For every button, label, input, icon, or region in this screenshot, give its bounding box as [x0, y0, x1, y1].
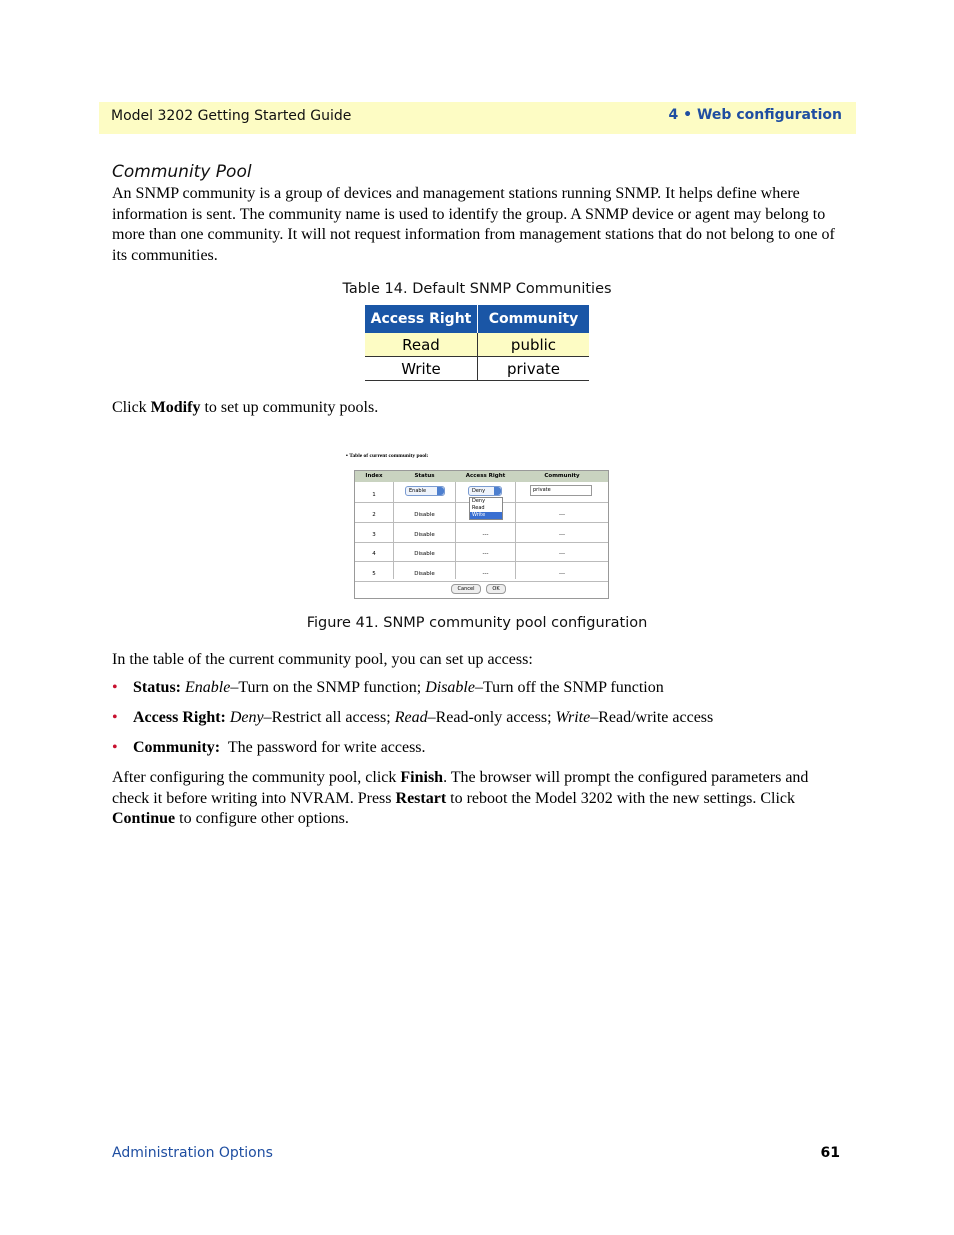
bullet-icon: • [112, 739, 118, 756]
col-community: Community [544, 473, 580, 479]
cell-access: Read [365, 333, 478, 357]
figure-title-text: Table of current community pool: [349, 453, 429, 459]
row1-access-value: Deny [472, 488, 486, 494]
ok-button[interactable]: OK [486, 584, 506, 594]
row-divider [355, 581, 608, 582]
dropdown-option-write[interactable]: Write [470, 512, 502, 519]
chapter-title: 4 • Web configuration [668, 107, 842, 123]
section-title: Community Pool [112, 162, 252, 182]
text-span: Disable [425, 679, 475, 696]
row-status: Disable [414, 571, 435, 577]
chevron-down-icon [494, 487, 501, 495]
col-divider [393, 482, 394, 579]
row-access: --- [482, 532, 489, 538]
row-community: --- [559, 532, 565, 538]
col-index: Index [365, 473, 383, 479]
table-row [365, 357, 589, 381]
cell-access: Write [365, 357, 478, 381]
row-status: Disable [414, 532, 435, 538]
text-span: Click [112, 399, 151, 416]
row1-status-value: Enable [409, 488, 427, 494]
access-dropdown-menu [469, 497, 503, 520]
text-span: –Turn on the SNMP function; [230, 679, 426, 696]
row-access: --- [482, 571, 489, 577]
text-span: . The browser will prompt the configured parameters and check it before writing into NVRAM. Press [112, 769, 809, 807]
text-span: Read [394, 709, 428, 726]
row-status: Disable [414, 551, 435, 557]
text-span: –Turn off the SNMP function [474, 679, 664, 696]
dropdown-option-read[interactable]: Read [472, 505, 485, 511]
text-span: to configure other options. [175, 810, 349, 827]
row-index: 3 [372, 532, 376, 538]
text-span: –Read/write access [590, 709, 714, 726]
dropdown-option-deny[interactable]: Deny [472, 498, 486, 504]
row1-status-select[interactable] [405, 486, 445, 496]
row1-access-select[interactable] [468, 486, 502, 496]
row1-community-input[interactable]: private [530, 485, 592, 496]
text-span: The password for write access. [227, 739, 426, 756]
figure-title: ▪ Table of current community pool: [346, 453, 429, 459]
bullet-icon: • [112, 709, 118, 726]
page-header [99, 102, 856, 134]
modify-term: Modify [150, 399, 201, 416]
row-divider [355, 561, 608, 562]
community-pool-grid [354, 470, 609, 599]
bullet-icon: • [112, 679, 118, 696]
row1-index: 1 [372, 492, 376, 498]
bullet-label: Access Right: [133, 709, 226, 726]
list-item [112, 678, 847, 708]
text-span: to set up community pools. [200, 399, 379, 416]
text-span: Enable [185, 679, 231, 696]
grid-header [355, 471, 608, 482]
row-community: --- [559, 512, 565, 518]
row-community: --- [559, 551, 565, 557]
text-span: –Restrict all access; [263, 709, 395, 726]
header-community: Community [478, 305, 590, 333]
row-access: --- [482, 551, 489, 557]
table-caption: Table 14. Default SNMP Communities [342, 281, 612, 297]
table-row [365, 333, 589, 357]
row-index: 2 [372, 512, 376, 518]
header-access-right: Access Right [365, 305, 478, 333]
col-divider [455, 482, 456, 579]
default-communities-table [365, 305, 589, 381]
row-index: 5 [372, 571, 376, 577]
list-item [112, 738, 847, 768]
row-divider [355, 522, 608, 523]
continue-term: Continue [112, 810, 176, 827]
cell-community: public [478, 333, 590, 357]
row-status: Disable [414, 512, 435, 518]
finish-term: Finish [400, 769, 444, 786]
list-intro: In the table of the current community pool, you can set up access: [112, 651, 533, 668]
text-span: Deny [229, 709, 264, 726]
modify-paragraph [112, 398, 847, 419]
cell-community: private [478, 357, 590, 381]
text-span: –Read-only access; [427, 709, 556, 726]
intro-paragraph: An SNMP community is a group of devices and management stations running SNMP. It helps define where information is sent. The community name is used to identify the group. A SNMP device or agent may belong to more than one community. It will not request information from management stations that do not belong to one of its communities. [112, 185, 835, 264]
community-pool-figure [340, 450, 615, 602]
list-item [112, 708, 847, 738]
cancel-button[interactable]: Cancel [451, 584, 481, 594]
col-divider [515, 482, 516, 579]
restart-term: Restart [395, 789, 447, 807]
after-paragraph [112, 768, 847, 830]
row-community: --- [559, 571, 565, 577]
bullet-list [112, 678, 847, 768]
footer-section: Administration Options [112, 1145, 273, 1161]
guide-title: Model 3202 Getting Started Guide [111, 108, 352, 124]
bullet-label: Status: [133, 679, 182, 696]
text-span: to reboot the Model 3202 with the new settings. Click [446, 789, 795, 807]
row-index: 4 [372, 551, 376, 557]
col-status: Status [414, 473, 435, 479]
row-divider [355, 542, 608, 543]
col-access-right: Access Right [465, 473, 506, 479]
chevron-down-icon [437, 487, 444, 495]
text-span: After configuring the community pool, click [112, 769, 401, 786]
bullet-label: Community: [133, 739, 221, 756]
figure-caption: Figure 41. SNMP community pool configuration [306, 615, 648, 631]
text-span: Write [555, 709, 591, 726]
page-number: 61 [820, 1145, 840, 1161]
